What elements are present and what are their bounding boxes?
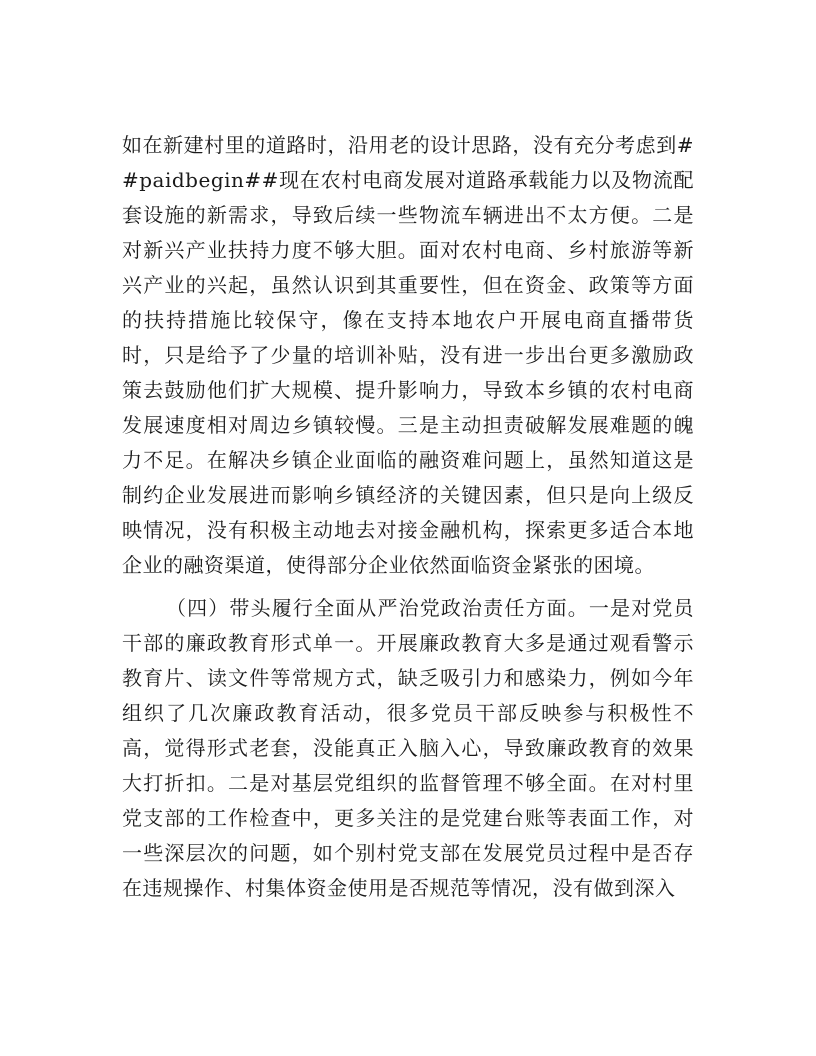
paragraph-1: 如在新建村里的道路时，沿用老的设计思路，没有充分考虑到##paidbegin##现在农村电商发展对道路承载能力以及物流配套设施的新需求，导致后续一些物流车辆进出不太方便。二是对新兴产业扶持力度不够大胆。面对农村电商、乡村旅游等新兴产业的兴起，虽然认识到其重要性，但在资金、政策等方面的扶持措施比较保守，像在支持本地农户开展电商直播带货时，只是给予了少量的培训补贴，没有进一步出台更多激励政策去鼓励他们扩大规模、提升影响力，导致本乡镇的农村电商发展速度相对周边乡镇较慢。三是主动担责破解发展难题的魄力不足。在解决乡镇企业面临的融资难问题上，虽然知道这是制约企业发展进而影响乡镇经济的关键因素，但只是向上级反映情况，没有积极主动地去对接金融机构，探索更多适合本地企业的融资渠道，使得部分企业依然面临资金紧张的困境。 <box>122 133 694 577</box>
document-page <box>122 128 694 906</box>
paragraph-2: （四）带头履行全面从严治党政治责任方面。一是对党员干部的廉政教育形式单一。开展廉政教育大多是通过观看警示教育片、读文件等常规方式，缺乏吸引力和感染力，例如今年组织了几次廉政教育活动，很多党员干部反映参与积极性不高，觉得形式老套，没能真正入脑入心，导致廉政教育的效果大打折扣。二是对基层党组织的监督管理不够全面。在对村里党支部的工作检查中，更多关注的是党建台账等表面工作，对一些深层次的问题，如个别村党支部在发展党员过程中是否存在违规操作、村集体资金使用是否规范等情况，没有做到深入 <box>122 596 694 900</box>
